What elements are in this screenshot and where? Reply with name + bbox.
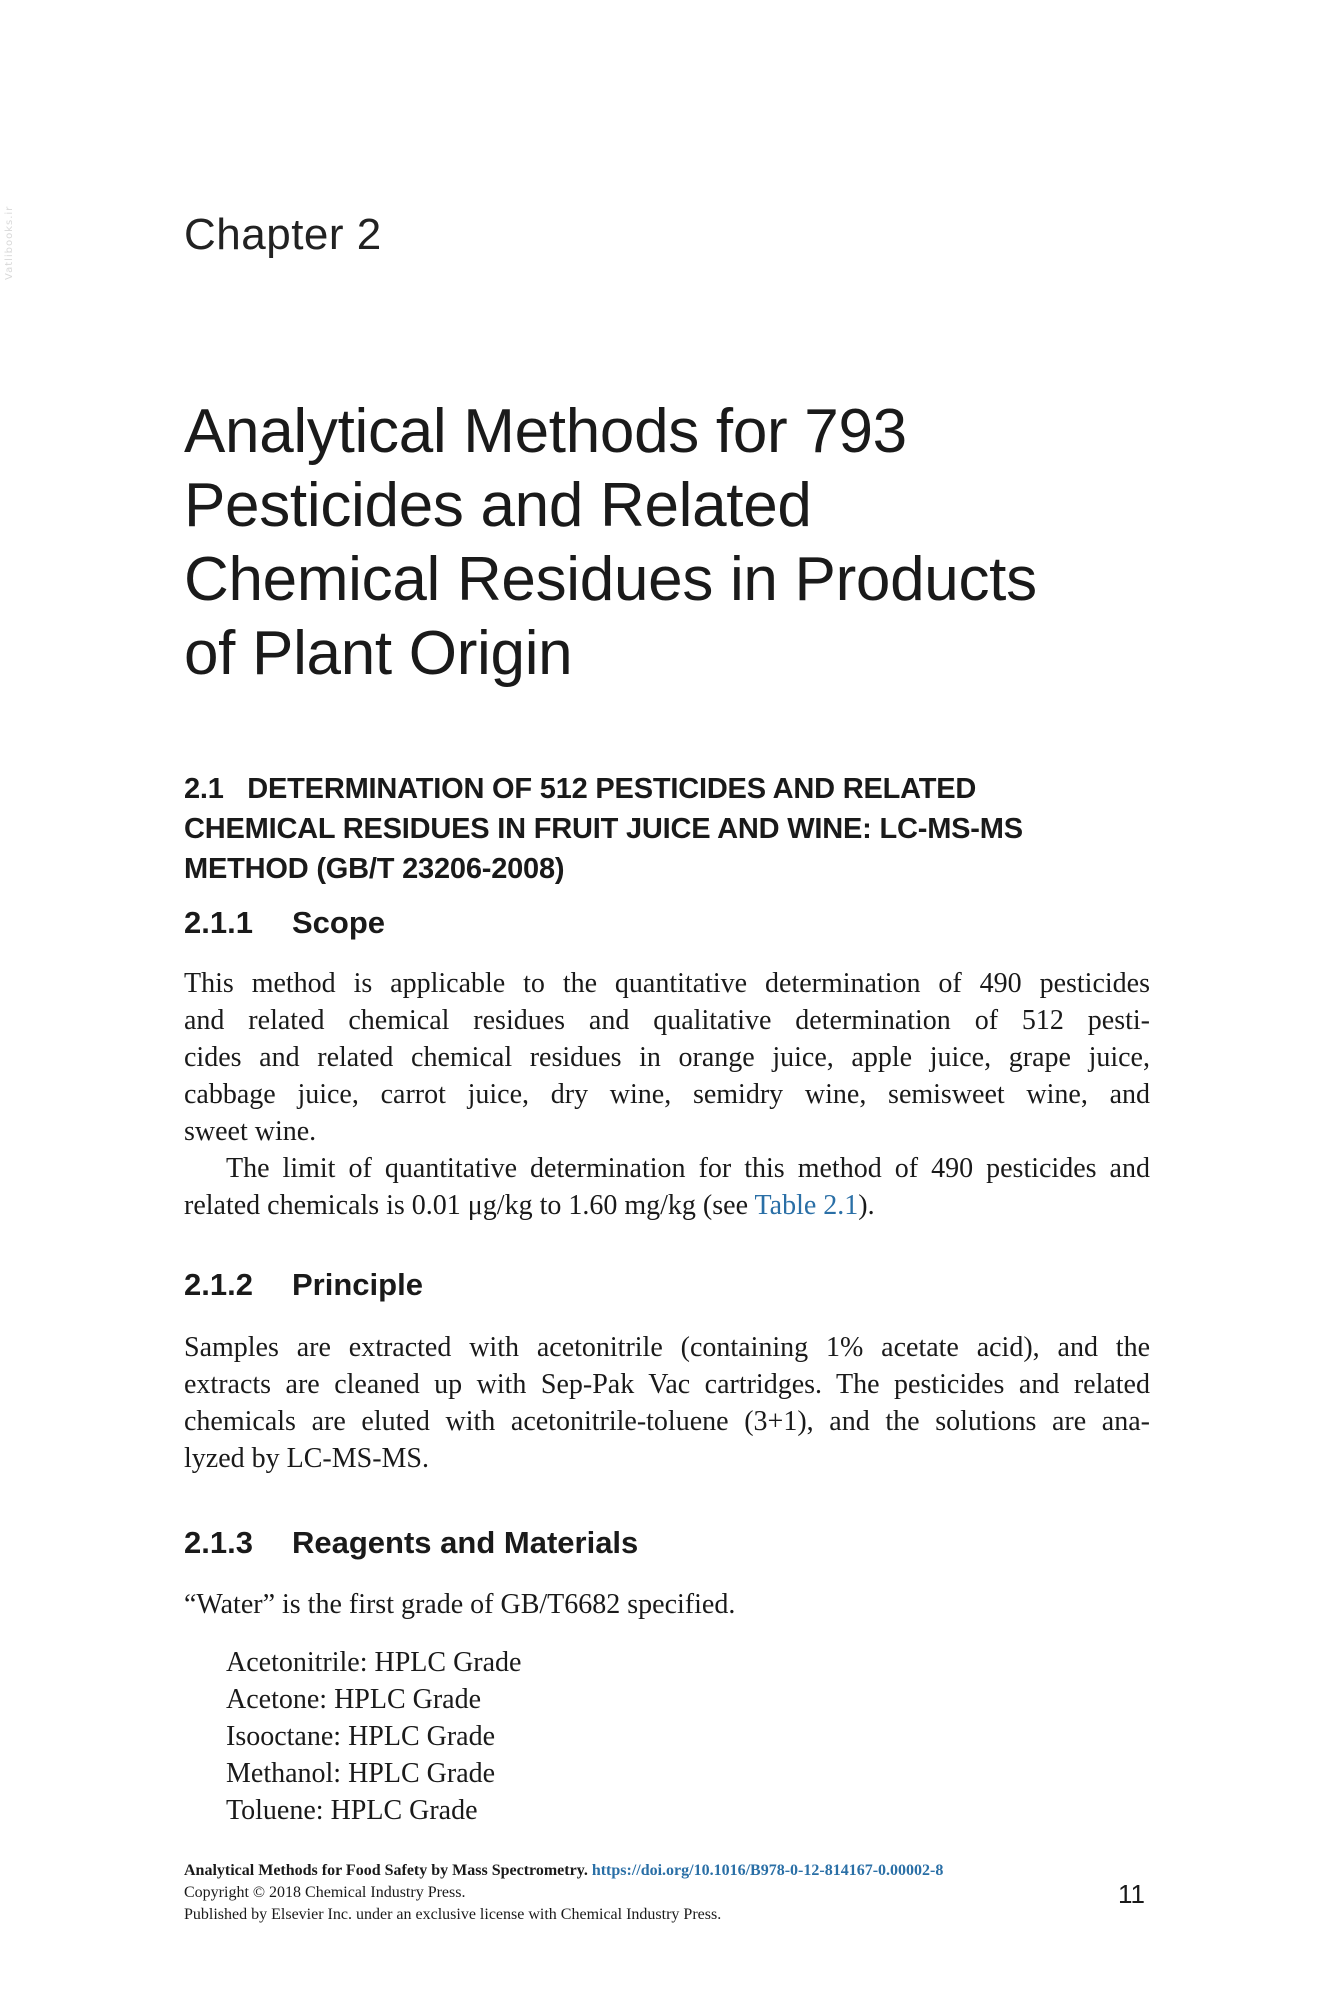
section-heading bbox=[184, 769, 1164, 889]
scope-limit-text: related chemicals is 0.01 μg/kg to 1.60 mg/kg (see bbox=[184, 1190, 755, 1221]
scope-heading bbox=[184, 905, 385, 941]
chapter-title-line: Pesticides and Related bbox=[184, 471, 812, 540]
reagents-intro bbox=[184, 1586, 1150, 1623]
scope-limit-line-2 bbox=[184, 1187, 1150, 1224]
reagents-title: Reagents and Materials bbox=[292, 1525, 639, 1560]
footer-copyright: Copyright © 2018 Chemical Industry Press. bbox=[184, 1884, 466, 1901]
chapter-title-line: Analytical Methods for 793 bbox=[184, 397, 907, 466]
principle-title: Principle bbox=[292, 1267, 423, 1302]
reagents-heading bbox=[184, 1525, 638, 1561]
page-footer bbox=[184, 1860, 1150, 1926]
table-2-1-link[interactable]: Table 2.1 bbox=[754, 1190, 859, 1221]
footer-doi-link[interactable]: https://doi.org/10.1016/B978-0-12-814167-0.00002-8 bbox=[591, 1862, 944, 1879]
section-heading-line: CHEMICAL RESIDUES IN FRUIT JUICE AND WINE: LC-MS-MS bbox=[184, 813, 1023, 845]
scope-paragraph bbox=[184, 965, 1150, 1224]
scope-line: cabbage juice, carrot juice, dry wine, semidry wine, semisweet wine, and bbox=[184, 1079, 1150, 1110]
footer-book-title: Analytical Methods for Food Safety by Mass Spectrometry. bbox=[184, 1862, 588, 1879]
principle-paragraph bbox=[184, 1329, 1150, 1477]
scope-line: and related chemical residues and qualitative determination of 512 pesti- bbox=[184, 1005, 1150, 1036]
chapter-label: Chapter 2 bbox=[184, 210, 382, 259]
scope-line: sweet wine. bbox=[184, 1116, 317, 1147]
reagents-list bbox=[226, 1644, 521, 1829]
reagents-number: 2.1.3 bbox=[184, 1525, 253, 1560]
scope-line: cides and related chemical residues in orange juice, apple juice, grape juice, bbox=[184, 1042, 1150, 1073]
principle-line: lyzed by LC-MS-MS. bbox=[184, 1443, 429, 1474]
list-item: Acetonitrile: HPLC Grade bbox=[226, 1647, 522, 1678]
page-number: 11 bbox=[1118, 1879, 1145, 1909]
principle-line: Samples are extracted with acetonitrile (containing 1% acetate acid), and the bbox=[184, 1332, 1150, 1363]
chapter-title bbox=[184, 395, 1164, 691]
section-heading-line: METHOD (GB/T 23206-2008) bbox=[184, 853, 565, 885]
list-item: Acetone: HPLC Grade bbox=[226, 1684, 482, 1715]
scope-line: This method is applicable to the quantitative determination of 490 pesticides bbox=[184, 968, 1150, 999]
principle-number: 2.1.2 bbox=[184, 1267, 253, 1302]
principle-line: extracts are cleaned up with Sep-Pak Vac cartridges. The pesticides and related bbox=[184, 1369, 1150, 1400]
chapter-title-line: Chemical Residues in Products bbox=[184, 545, 1037, 614]
footer-published: Published by Elsevier Inc. under an exclusive license with Chemical Industry Press. bbox=[184, 1906, 722, 1923]
principle-line: chemicals are eluted with acetonitrile-toluene (3+1), and the solutions are ana- bbox=[184, 1406, 1150, 1437]
list-item: Isooctane: HPLC Grade bbox=[226, 1721, 496, 1752]
chapter-title-line: of Plant Origin bbox=[184, 619, 573, 688]
section-heading-line: 2.1 DETERMINATION OF 512 PESTICIDES AND RELATED bbox=[184, 773, 977, 805]
principle-heading bbox=[184, 1267, 423, 1303]
scope-limit-end: ). bbox=[858, 1190, 875, 1221]
scope-title: Scope bbox=[292, 905, 386, 940]
scope-number: 2.1.1 bbox=[184, 905, 253, 940]
scope-limit-line: The limit of quantitative determination for this method of 490 pesticides and bbox=[226, 1153, 1150, 1184]
watermark-text: Vatlibooks.ir bbox=[4, 205, 15, 280]
footer-citation bbox=[184, 1860, 1150, 1882]
reagents-intro-line: “Water” is the first grade of GB/T6682 specified. bbox=[184, 1589, 736, 1620]
list-item: Toluene: HPLC Grade bbox=[226, 1795, 478, 1826]
list-item: Methanol: HPLC Grade bbox=[226, 1758, 496, 1789]
